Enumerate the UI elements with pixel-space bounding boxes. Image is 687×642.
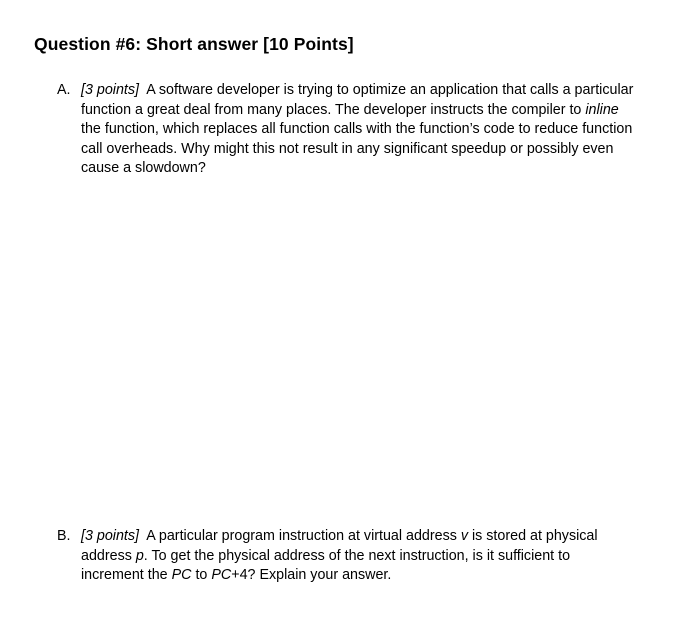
question-letter: A.: [57, 82, 71, 98]
question-line: cause a slowdown?: [81, 160, 206, 177]
question-line: increment the PC to PC+4? Explain your answer.: [81, 567, 392, 584]
points-label: [3 points]: [81, 528, 140, 544]
question-letter: B.: [57, 528, 71, 544]
question-line: function a great deal from many places. The developer instructs the compiler to inline: [81, 101, 619, 118]
emphasized-term: inline: [585, 101, 619, 118]
question-line: address p. To get the physical address of the next instruction, is it sufficient to: [81, 547, 571, 564]
question-line: [3 points] A software developer is trying to optimize an application that calls a particular: [81, 82, 634, 98]
question-line: [3 points] A particular program instruction at virtual address v is stored at physical: [81, 528, 598, 544]
question-line: the function, which replaces all function calls with the function’s code to reduce function: [81, 121, 633, 138]
page-title: Question #6: Short answer [10 Points]: [34, 34, 354, 54]
emphasized-term: v: [460, 528, 469, 544]
emphasized-term: PC: [171, 567, 192, 584]
question-line: call overheads. Why might this not result in any significant speedup or possibly even: [81, 140, 614, 157]
emphasized-term: p: [135, 547, 144, 564]
points-label: [3 points]: [81, 82, 140, 98]
emphasized-term: PC: [211, 567, 232, 584]
question-text: [81, 81, 667, 179]
question-text: [81, 527, 667, 586]
